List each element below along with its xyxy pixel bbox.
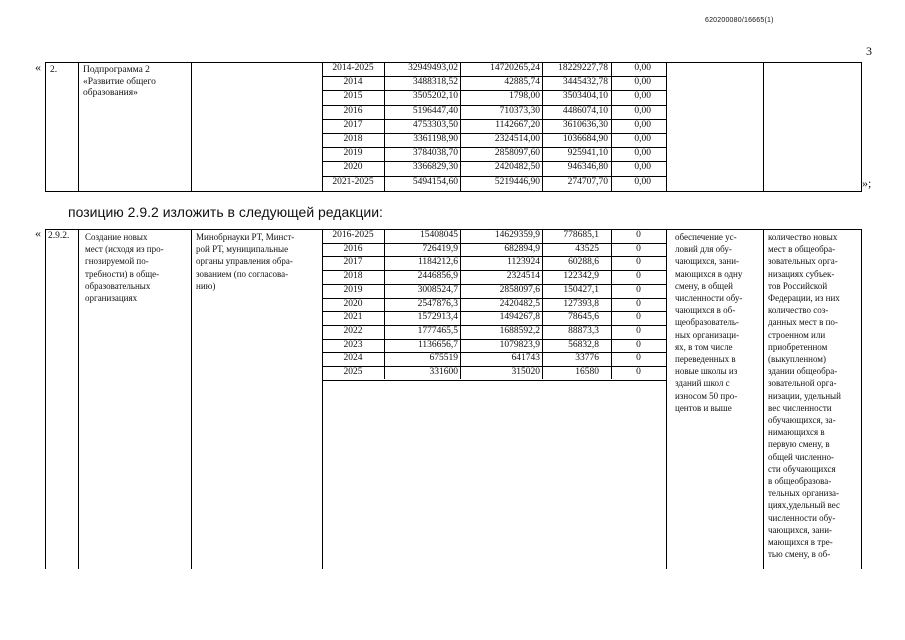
regional-cell: 60288,6	[568, 257, 599, 267]
total-cell: 3488318,52	[412, 77, 458, 87]
indicator-line: строенном или	[768, 329, 826, 340]
indicator-line: количество соз-	[768, 305, 829, 316]
regional-cell: 4486074,10	[562, 106, 608, 116]
result-line: переведенных в	[675, 354, 736, 365]
indicator-line: циях,удельный вес	[768, 500, 840, 511]
total-cell: 726419,9	[422, 244, 458, 254]
federal-cell: 1079823,9	[499, 340, 540, 350]
total-cell: 331600	[429, 367, 458, 377]
federal-cell: 682894,9	[504, 244, 540, 254]
regional-cell: 16580	[575, 367, 599, 377]
regional-cell: 3445432,78	[562, 77, 608, 87]
year-cell: 2021-2025	[332, 177, 374, 187]
year-cell: 2017	[343, 257, 363, 267]
total-cell: 3505202,10	[412, 91, 458, 101]
indicator-line: низациях субъек-	[768, 268, 835, 279]
total-cell: 3008524,7	[417, 285, 458, 295]
indicator-line: здании общеобра-	[768, 366, 838, 377]
regional-cell: 1036684,90	[562, 134, 608, 144]
federal-cell: 2858097,60	[494, 148, 540, 158]
result-line: чающихся в об-	[675, 305, 736, 316]
row-number: 2.9.2.	[48, 231, 70, 241]
year-cell: 2017	[343, 120, 363, 130]
expected-result	[675, 231, 761, 414]
result-line: ях, в том числе	[675, 341, 733, 352]
federal-cell: 14720265,24	[490, 63, 540, 73]
year-cell: 2019	[343, 148, 363, 158]
year-cell: 2018	[343, 134, 363, 144]
indicator-line: Федерации, из них	[768, 293, 840, 304]
section-heading: позицию 2.9.2 изложить в следующей редакции:	[68, 204, 383, 220]
executor-line: органы управления обра-	[196, 256, 293, 267]
federal-cell: 2324514,00	[494, 134, 540, 144]
result-line: смену, в общей	[675, 280, 733, 291]
executors	[196, 231, 320, 292]
total-cell: 4753303,50	[412, 120, 458, 130]
other-cell: 0	[636, 340, 641, 350]
indicator-line: тельных организа-	[768, 488, 840, 499]
indicator-line: тов Российской	[768, 280, 828, 291]
total-cell: 5494154,60	[412, 177, 458, 187]
other-cell: 0,00	[634, 177, 651, 187]
year-cell: 2021	[343, 312, 363, 322]
total-cell: 1136656,7	[417, 340, 458, 350]
year-cell: 2016	[343, 106, 363, 116]
regional-cell: 778685,1	[563, 230, 599, 240]
indicator-line: в общеобразова-	[768, 476, 832, 487]
year-cell: 2025	[343, 367, 363, 377]
federal-cell: 14629359,9	[494, 230, 540, 240]
total-cell: 3784038,70	[412, 148, 458, 158]
regional-cell: 33776	[575, 353, 599, 363]
result-line: центов и выше	[675, 402, 732, 413]
indicator-line: первую смену, в	[768, 439, 830, 450]
year-cell: 2020	[343, 162, 363, 172]
result-line: щеобразователь-	[675, 317, 739, 328]
other-cell: 0	[636, 326, 641, 336]
regional-cell: 3610636,30	[562, 120, 608, 130]
indicator-line: приобретенном	[768, 341, 828, 352]
year-cell: 2019	[343, 285, 363, 295]
federal-cell: 1494267,8	[499, 312, 540, 322]
document-number: 620200080/16665(1)	[705, 17, 774, 24]
year-cell: 2020	[343, 299, 363, 309]
other-cell: 0,00	[634, 77, 651, 87]
regional-cell: 78645,6	[568, 312, 599, 322]
total-cell: 3366829,30	[412, 162, 458, 172]
total-cell: 5196447,40	[412, 106, 458, 116]
federal-cell: 42885,74	[504, 77, 540, 87]
federal-cell: 2420482,5	[499, 299, 540, 309]
year-cell: 2024	[343, 353, 363, 363]
measure-name-line: гнозируемой по-	[85, 256, 149, 267]
other-cell: 0	[636, 285, 641, 295]
regional-cell: 274707,70	[567, 177, 608, 187]
opening-quote-2: «	[35, 226, 41, 240]
regional-cell: 88873,3	[568, 326, 599, 336]
subprogram-name	[83, 65, 188, 100]
federal-cell: 710373,30	[499, 106, 540, 116]
year-cell: 2014	[343, 77, 363, 87]
result-line: ловий для обу-	[675, 244, 732, 255]
other-cell: 0	[636, 244, 641, 254]
executor-line: зованием (по согласова-	[196, 268, 289, 279]
subprogram-name-line: образования»	[83, 88, 138, 98]
federal-cell: 2420482,50	[494, 162, 540, 172]
regional-cell: 127393,8	[563, 299, 599, 309]
total-cell: 1184212,6	[417, 257, 458, 267]
indicator-line: чающихся, зани-	[768, 524, 833, 535]
other-cell: 0	[636, 257, 641, 267]
indicator-line: сти обучающихся	[768, 463, 836, 474]
federal-cell: 315020	[511, 367, 540, 377]
indicator-line: зовательных орга-	[768, 256, 838, 267]
indicator-line: низации, удельный	[768, 390, 841, 401]
other-cell: 0,00	[634, 106, 651, 116]
total-cell: 1572913,4	[417, 312, 458, 322]
other-cell: 0	[636, 271, 641, 281]
indicator-line: тью смену, в об-	[768, 549, 831, 560]
federal-cell: 2858097,6	[499, 285, 540, 295]
other-cell: 0,00	[634, 134, 651, 144]
total-cell: 1777465,5	[417, 326, 458, 336]
regional-cell: 43525	[575, 244, 599, 254]
measure-name-line: организациях	[85, 293, 138, 304]
other-cell: 0	[636, 312, 641, 322]
federal-cell: 641743	[511, 353, 540, 363]
indicator-line: количество новых	[768, 232, 838, 242]
result-line: ных организаци-	[675, 329, 740, 340]
total-cell: 3361198,90	[413, 134, 458, 144]
indicator-description	[768, 231, 860, 560]
regional-cell: 18229227,78	[558, 63, 608, 73]
regional-cell: 150427,1	[563, 285, 599, 295]
year-cell: 2014-2025	[332, 63, 374, 73]
indicator-line: вес численности	[768, 402, 832, 413]
executor-line: рой РТ, муниципальные	[196, 244, 289, 255]
total-cell: 15408045	[420, 230, 458, 240]
year-cell: 2018	[343, 271, 363, 281]
indicator-line: данных мест в по-	[768, 317, 838, 328]
result-line: мающихся в одну	[675, 268, 743, 279]
year-cell: 2016-2025	[332, 230, 374, 240]
federal-cell: 1142667,20	[495, 120, 540, 130]
year-cell: 2016	[343, 244, 363, 254]
executor-line: нию)	[196, 280, 216, 291]
page-number: 3	[866, 44, 872, 58]
row-number: 2.	[50, 65, 58, 75]
indicator-line: мест в общеобра-	[768, 244, 836, 255]
year-cell: 2023	[343, 340, 363, 350]
indicator-line: численности обу-	[768, 512, 836, 523]
other-cell: 0,00	[634, 162, 651, 172]
other-cell: 0	[636, 230, 641, 240]
indicator-line: мающихся в тре-	[768, 537, 833, 548]
total-cell: 32949493,02	[408, 63, 458, 73]
federal-cell: 1688592,2	[499, 326, 540, 336]
year-cell: 2015	[343, 91, 363, 101]
indicator-line: общей численно-	[768, 451, 835, 462]
regional-cell: 3503404,10	[562, 91, 608, 101]
measure-name-line: Создание новых	[85, 232, 148, 242]
measure-name-line: образовательных	[85, 280, 151, 291]
total-cell: 2547876,3	[417, 299, 458, 309]
executor-line: Минобрнауки РТ, Минст-	[196, 232, 295, 242]
result-line: износом 50 про-	[675, 390, 738, 401]
other-cell: 0	[636, 353, 641, 363]
indicator-line: (выкупленном)	[768, 354, 826, 365]
other-cell: 0,00	[634, 120, 651, 130]
federal-cell: 2324514	[506, 271, 540, 281]
indicator-line: нимающихся в	[768, 427, 825, 438]
regional-cell: 122342,9	[563, 271, 599, 281]
measure-name-line: мест (исходя из про-	[85, 244, 164, 255]
other-cell: 0	[636, 367, 641, 377]
measure-name-line: требности) в обще-	[85, 268, 160, 279]
result-line: новые школы из	[675, 366, 738, 377]
result-line: численности обу-	[675, 293, 743, 304]
result-line: обеспечение ус-	[675, 232, 737, 242]
result-line: чающихся, зани-	[675, 256, 740, 267]
year-cell: 2022	[343, 326, 363, 336]
indicator-line: обучающихся, за-	[768, 415, 836, 426]
other-cell: 0,00	[634, 91, 651, 101]
opening-quote-1: «	[35, 60, 41, 74]
subprogram-name-line: Подпрограмма 2	[83, 65, 150, 75]
total-cell: 2446856,9	[417, 271, 458, 281]
result-line: зданий школ с	[675, 378, 730, 389]
federal-cell: 5219446,90	[494, 177, 540, 187]
regional-cell: 56832,8	[568, 340, 599, 350]
other-cell: 0	[636, 299, 641, 309]
subprogram-name-line: «Развитие общего	[83, 76, 156, 87]
closing-quote: »;	[862, 176, 872, 190]
other-cell: 0,00	[634, 148, 651, 158]
total-cell: 675519	[429, 353, 458, 363]
federal-cell: 1123924	[507, 257, 540, 267]
measure-name	[85, 231, 190, 304]
regional-cell: 946346,80	[567, 162, 608, 172]
federal-cell: 1798,00	[509, 91, 540, 101]
indicator-line: зовательной орга-	[768, 378, 837, 389]
regional-cell: 925941,10	[567, 148, 608, 158]
other-cell: 0,00	[634, 63, 651, 73]
